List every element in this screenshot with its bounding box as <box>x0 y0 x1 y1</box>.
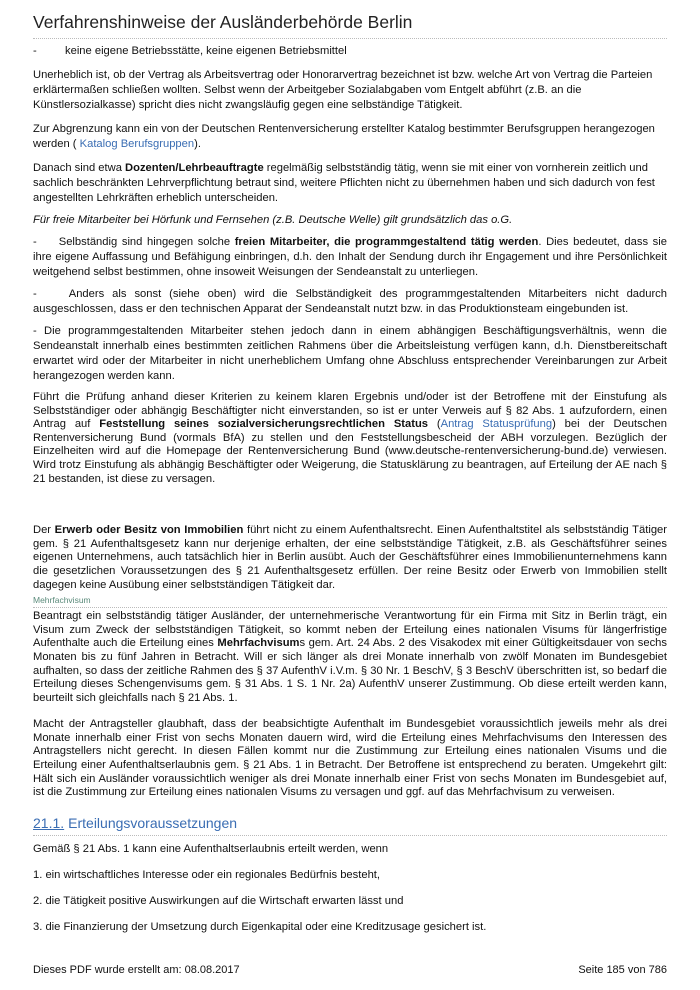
page-footer <box>33 964 667 976</box>
dash-bullet: - <box>33 45 37 57</box>
section-number-link[interactable]: 21.1. <box>33 814 65 831</box>
bold-term: Dozenten/Lehrbeauftragte <box>125 162 264 174</box>
paragraph: Danach sind etwa Dozenten/Lehrbeauftragte regelmäßig selbstständig tätig, wenn sie mit einer von vornherein zeitlich und sachlich beschränkten Lehrverpflichtung betraut sind, weitere Pflichten nicht zu übernehmen haben und sich dadurch von fest angestellten Lehrkräften erheblich unterscheiden. <box>33 162 655 204</box>
document-body <box>33 44 667 935</box>
list-item <box>33 44 667 59</box>
paragraph: - Selbständig sind hingegen solche freien Mitarbeiter, die programmgestaltend tätig werden. Dies bedeutet, dass sie ihre eigene Auffassung und Befähigung einbringen, d.h. den Inhalt der Sendung durch ihr Engagement und ihre Persönlichkeit weitgehend selbst bestimmen, ohne insoweit Weisungen der Sendeanstalt zu unterliegen. <box>33 236 667 278</box>
paragraph: Gemäß § 21 Abs. 1 kann eine Aufenthaltserlaubnis erteilt werden, wenn <box>33 842 389 855</box>
subheading-mehrfachvisum: Mehrfachvisum <box>33 595 667 608</box>
section-title: Erteilungsvoraussetzungen <box>68 814 238 831</box>
katalog-berufsgruppen-link[interactable]: Katalog Berufsgruppen <box>79 138 195 150</box>
bold-term: Feststellung seines sozialversicherungsrechtlichen Status <box>99 418 429 431</box>
list-item-text: keine eigene Betriebsstätte, keine eigenen Betriebsmittel <box>65 45 347 57</box>
antrag-statuspruefung-link[interactable]: Antrag Statusprüfung <box>440 418 553 431</box>
paragraph: - Die programmgestaltenden Mitarbeiter stehen jedoch dann in einem abhängigen Beschäftigungsverhältnis, wenn die Sendeanstalt innerhalb eines bestimmten zeitlichen Rahmens über die Arbeitsleistung verfügen kann, d.h. Dienstbereitschaft erwartet wird oder der Mitarbeiter in nicht unerheblichem Umfang ohne Abschluss entsprechender Vereinbarungen zur Arbeit herangezogen werden kann. <box>33 325 667 382</box>
section-heading <box>33 814 667 836</box>
bold-term: freien Mitarbeiter, die programmgestaltend tätig werden <box>234 236 539 248</box>
bold-term: Erwerb oder Besitz von Immobilien <box>54 524 244 537</box>
page-number: Seite 185 von 786 <box>578 964 667 976</box>
bold-term: Mehrfachvisum <box>217 637 300 650</box>
paragraph: Der Erwerb oder Besitz von Immobilien führt nicht zu einem Aufenthaltsrecht. Einen Aufenthaltstitel als selbstständig Tätiger gem. § 21 Aufenthaltsgesetz kann nur derjenige erhalten, der eine selbstständige Tätigkeit, z.B. als Geschäftsführer seines eigenen Unternehmens, auch tatsächlich hier in Berlin ausübt. Auch der Geschäftsführer eines Immobilienunternehmens kann die gesetzlichen Voraussetzungen des § 21 Aufenthaltsgesetz erfüllen. Der reine Besitz oder Erwerb von Immobilien stellt dagegen keine Ausübung einer selbstständigen Tätigkeit dar. <box>33 524 667 591</box>
paragraph: Zur Abgrenzung kann ein von der Deutschen Rentenversicherung erstellter Katalog bestimmter Berufsgruppen herangezogen werden ( Katalog Berufsgruppen). <box>33 123 655 150</box>
paragraph: Beantragt ein selbstständig tätiger Ausländer, der unternehmerische Verantwortung für ein Firma mit Sitz in Berlin trägt, ein Visum zum Zweck der selbstständigen Tätigkeit, so kommt neben der Erteilung eines nationalen Visums für längerfristige Aufenthalte auch die Erteilung eines Mehrfachvisums gem. Art. 24 Abs. 2 des Visakodex mit einer Gültigkeitsdauer von sechs Monaten bis zu fünf Jahren in Betracht. Will er sich länger als drei Monate innerhalb von zwölf Monaten im Bundesgebiet aufhalten, so dass der zeitliche Rahmen des § 37 AufenthV i.V.m. § 30 Nr. 1 BeschV, § 3 BeschV überschritten ist, so bedarf die Erteilung dieses Schengenvisums gem. § 31 Abs. 1 S. 1 Nr. 2a) AufenthV unserer Zustimmung. Ob diese erteilt werden kann, beurteilt sich gleichfalls nach § 21 Abs. 1. <box>33 610 667 704</box>
list-item: 1. ein wirtschaftliches Interesse oder ein regionales Bedürfnis besteht, <box>33 868 381 881</box>
page-title: Verfahrenshinweise der Ausländerbehörde Berlin <box>33 12 667 39</box>
italic-note: Für freie Mitarbeiter bei Hörfunk und Fernsehen (z.B. Deutsche Welle) gilt grundsätzlich das o.G. <box>33 214 513 226</box>
list-item: 2. die Tätigkeit positive Auswirkungen auf die Wirtschaft erwarten lässt und <box>33 894 404 907</box>
creation-date: Dieses PDF wurde erstellt am: 08.08.2017 <box>33 964 240 976</box>
paragraph: - Anders als sonst (siehe oben) wird die Selbständigkeit des programmgestaltenden Mitarbeiters nicht dadurch ausgeschlossen, dass er den technischen Apparat der Sendeanstalt nutzt bzw. in das Produktionsteam eingebunden ist. <box>33 288 667 315</box>
paragraph: Macht der Antragsteller glaubhaft, dass der beabsichtigte Aufenthalt im Bundesgebiet voraussichtlich jeweils mehr als drei Monate innerhalb einer Frist von sechs Monaten dauern wird, wird die Erteilung eines Mehrfachvisums den Interessen des Antragstellers nicht gerecht. In diesen Fällen kommt nur die Zustimmung zur Erteilung eines nationalen Visums und die Erteilung einer Aufenthaltserlaubnis gem. § 21 Abs. 1 in Betracht. Der Betroffene ist entsprechend zu beraten. Umgekehrt gilt: Hält sich ein Ausländer voraussichtlich weniger als drei Monate innerhalb einer Frist von sechs Monaten im Bundesgebiet auf, ist die Zustimmung zur Erteilung eines nationalen Visums zu versagen und ggf. auf das Mehrfachvisum zu verweisen. <box>33 718 667 799</box>
paragraph: Unerheblich ist, ob der Vertrag als Arbeitsvertrag oder Honorarvertrag bezeichnet ist bzw. welche Art von Vertrag die Parteien erklärtermaßen schließen wollten. Selbst wenn der Arbeitgeber Sozialabgaben vom Entgelt abführt (z.B. an die Künstlersozialkasse) spricht dies nicht zwangsläufig gegen eine selbständige Tätigkeit. <box>33 69 653 111</box>
list-item: 3. die Finanzierung der Umsetzung durch Eigenkapital oder eine Kreditzusage gesichert ist. <box>33 920 487 933</box>
paragraph: Führt die Prüfung anhand dieser Kriterien zu keinem klaren Ergebnis und/oder ist der Betroffene mit der Einstufung als Selbstständiger oder abhängig Beschäftigter nicht einverstanden, so ist er unter Verweis auf § 82 Abs. 1 aufzufordern, einen Antrag auf Feststellung seines sozialversicherungsrechtlichen Status (Antrag Statusprüfung) bei der Deutschen Rentenversicherung Bund (vormals BfA) zu stellen und den Feststellungsbescheid der ABH vorzulegen. Bezüglich der Einzelheiten wird auf die Homepage der Rentenversicherung Bund (www.deutsche-rentenversicherung-bund.de) verwiesen. Wird trotz Einstufung als abhängig Beschäftigter oder Weigerung, die Statusklärung zu beantragen, auf Erteilung der AE nach § 21 bestanden, ist diese zu versagen. <box>33 391 667 485</box>
